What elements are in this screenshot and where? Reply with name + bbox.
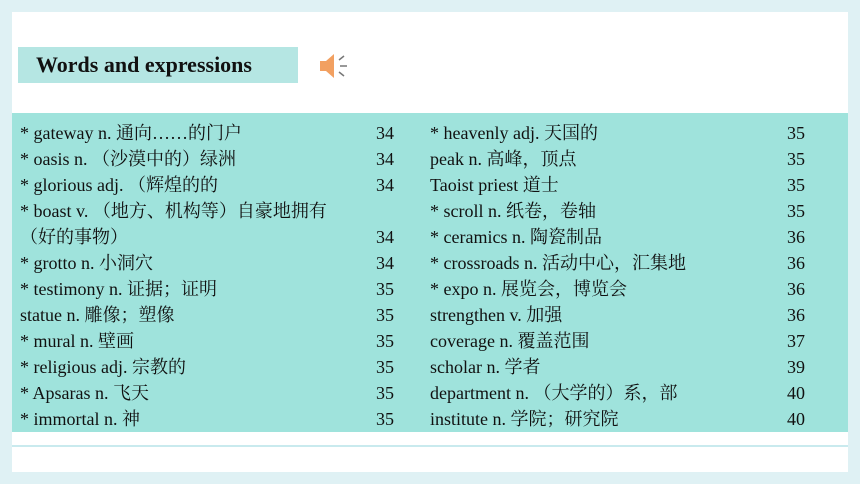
speaker-icon[interactable] (318, 52, 352, 80)
vocab-row (430, 302, 815, 328)
vocab-term: institute n. 学院；研究院 (430, 409, 619, 429)
vocab-term: * scroll n. 纸卷，卷轴 (430, 201, 596, 221)
vocab-row (430, 276, 815, 302)
vocab-term: * grotto n. 小洞穴 (20, 253, 153, 273)
vocab-page-number: 36 (787, 305, 805, 325)
vocab-term: scholar n. 学者 (430, 357, 541, 377)
vocab-term: * ceramics n. 陶瓷制品 (430, 227, 602, 247)
vocab-page-number: 40 (787, 409, 805, 429)
vocab-row (20, 146, 418, 172)
vocab-row (20, 354, 418, 380)
vocab-page-number: 35 (376, 305, 394, 325)
vocab-page-number: 34 (376, 253, 394, 273)
vocab-page-number: 36 (787, 227, 805, 247)
vocab-page-number: 37 (787, 331, 805, 351)
vocab-page-number: 35 (376, 383, 394, 403)
vocab-row (20, 406, 418, 432)
vocab-row (430, 406, 815, 432)
vocab-page-number: 35 (376, 279, 394, 299)
vocab-page-number: 36 (787, 253, 805, 273)
vocab-page-number: 35 (376, 331, 394, 351)
bottom-divider (12, 445, 848, 447)
vocab-page-number: 34 (376, 149, 394, 169)
vocab-term: （好的事物） (20, 227, 128, 247)
vocab-row (20, 172, 418, 198)
vocab-term: strengthen v. 加强 (430, 305, 563, 325)
vocab-row (20, 328, 418, 354)
vocab-term: * glorious adj. （辉煌的的 (20, 175, 218, 195)
vocab-row (20, 224, 418, 250)
vocab-page-number: 35 (376, 357, 394, 377)
vocab-term: peak n. 高峰，顶点 (430, 149, 577, 169)
vocab-row (20, 380, 418, 406)
vocab-page-number: 35 (787, 175, 805, 195)
vocab-page-number: 35 (376, 409, 394, 429)
vocab-term: * heavenly adj. 天国的 (430, 123, 598, 143)
vocab-row (430, 380, 815, 406)
vocab-page-number: 36 (787, 279, 805, 299)
vocab-row (430, 250, 815, 276)
vocab-row (20, 250, 418, 276)
vocab-page-number: 40 (787, 383, 805, 403)
vocab-row (430, 120, 815, 146)
vocab-term: * boast v. （地方、机构等）自豪地拥有 (20, 201, 327, 221)
vocab-row (20, 198, 418, 224)
vocab-row (430, 354, 815, 380)
vocabulary-list-left (20, 120, 418, 432)
vocab-page-number: 34 (376, 227, 394, 247)
vocab-term: * mural n. 壁画 (20, 331, 134, 351)
vocab-term: Taoist priest 道士 (430, 175, 559, 195)
vocab-page-number: 35 (787, 201, 805, 221)
vocab-page-number: 34 (376, 123, 394, 143)
vocab-term: * oasis n. （沙漠中的）绿洲 (20, 149, 236, 169)
vocab-page-number: 35 (787, 149, 805, 169)
vocab-term: * religious adj. 宗教的 (20, 357, 186, 377)
vocab-page-number: 39 (787, 357, 805, 377)
vocab-term: * testimony n. 证据；证明 (20, 279, 217, 299)
vocab-row (20, 276, 418, 302)
vocab-term: * crossroads n. 活动中心，汇集地 (430, 253, 686, 273)
vocab-row (430, 198, 815, 224)
vocab-term: statue n. 雕像；塑像 (20, 305, 175, 325)
vocab-row (430, 172, 815, 198)
vocab-term: * Apsaras n. 飞天 (20, 383, 149, 403)
vocab-term: coverage n. 覆盖范围 (430, 331, 590, 351)
vocab-term: * expo n. 展览会，博览会 (430, 279, 627, 299)
vocab-row (430, 146, 815, 172)
vocab-row (430, 224, 815, 250)
vocab-term: * immortal n. 神 (20, 409, 140, 429)
vocab-row (20, 302, 418, 328)
vocab-row (20, 120, 418, 146)
vocab-page-number: 35 (787, 123, 805, 143)
slide-title: Words and expressions (36, 52, 252, 77)
vocab-term: department n. （大学的）系，部 (430, 383, 678, 403)
vocabulary-list-right (430, 120, 815, 432)
vocab-term: * gateway n. 通向……的门户 (20, 123, 242, 143)
vocab-page-number: 34 (376, 175, 394, 195)
vocab-row (430, 328, 815, 354)
